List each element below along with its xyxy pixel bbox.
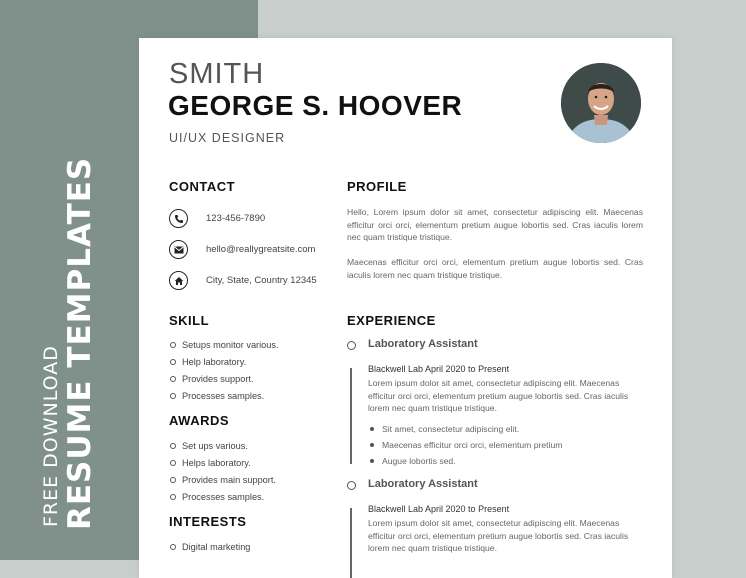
ring-bullet-icon	[170, 443, 176, 449]
skill-item: Processes samples.	[182, 391, 265, 401]
experience-title: EXPERIENCE	[347, 313, 436, 328]
timeline-dot-icon	[347, 341, 356, 350]
list-item	[169, 373, 279, 390]
dot-bullet-icon	[370, 459, 374, 463]
experience-entry-desc: Lorem ipsum dolor sit amet, consectetur adipiscing elit. Maecenas efficitur orci orci, elementum pretium augue lobortis sed. Cras iaculis lorem nec quam tristique tristique.	[368, 378, 629, 413]
list-item	[169, 474, 276, 491]
skill-item: Setups monitor various.	[182, 340, 279, 350]
experience-entry-desc: Lorem ipsum dolor sit amet, consectetur adipiscing elit. Maecenas efficitur orci orci, elementum pretium augue lobortis sed. Cras iaculis lorem nec quam tristique tristique.	[368, 518, 629, 553]
mail-icon	[169, 240, 188, 259]
timeline-line	[350, 508, 352, 578]
experience-entry-title: Laboratory Assistant	[368, 338, 478, 350]
banner-line-2: RESUME TEMPLATES	[62, 156, 98, 530]
banner-line-1: FREE DOWNLOAD	[40, 345, 62, 527]
vertical-banner	[40, 157, 98, 530]
contact-email-row	[169, 240, 315, 259]
skill-item: Provides support.	[182, 374, 254, 384]
interests-title: INTERESTS	[169, 514, 247, 529]
list-item	[169, 390, 279, 407]
experience-bullet: Augue lobortis sed.	[382, 456, 456, 466]
profile-paragraph-1: Hello, Lorem ipsum dolor sit amet, consectetur adipiscing elit. Maecenas efficitur orci orci, elementum pretium augue lobortis sed. Cras iaculis lorem nec quam tristique tristique.	[347, 207, 643, 242]
person-portrait-icon	[561, 63, 641, 143]
experience-entry-sub: Blackwell Lab April 2020 to Present	[368, 504, 510, 514]
profile-paragraph-2: Maecenas efficitur orci orci, elementum pretium augue lobortis sed. Cras iaculis lorem nec quam tristique tristique.	[347, 257, 643, 280]
resume-page	[139, 38, 672, 578]
phone-icon	[169, 209, 188, 228]
ring-bullet-icon	[170, 494, 176, 500]
job-role: UI/UX DESIGNER	[169, 131, 286, 145]
full-name: GEORGE S. HOOVER	[168, 90, 463, 121]
profile-title: PROFILE	[347, 179, 407, 194]
ring-bullet-icon	[170, 376, 176, 382]
contact-address: City, State, Country 12345	[206, 275, 317, 286]
award-item: Processes samples.	[182, 492, 265, 502]
list-item	[169, 457, 276, 474]
timeline-line	[350, 368, 352, 464]
interest-item: Digital marketing	[182, 542, 251, 552]
contact-title: CONTACT	[169, 179, 236, 194]
experience-entry-sub: Blackwell Lab April 2020 to Present	[368, 364, 510, 374]
contact-phone: 123-456-7890	[206, 213, 266, 224]
awards-title: AWARDS	[169, 413, 230, 428]
award-item: Set ups various.	[182, 441, 248, 451]
profile-photo	[561, 63, 641, 143]
experience-bullet: Sit amet, consectetur adipiscing elit.	[382, 424, 520, 434]
skill-title: SKILL	[169, 313, 210, 328]
experience-entry-title: Laboratory Assistant	[368, 478, 478, 490]
experience-bullet: Maecenas efficitur orci orci, elementum pretium	[382, 440, 563, 450]
list-item	[370, 440, 562, 456]
contact-phone-row	[169, 209, 265, 228]
dot-bullet-icon	[370, 443, 374, 447]
interests-list	[169, 541, 250, 558]
list-item	[169, 491, 276, 508]
skill-list	[169, 339, 279, 407]
list-item	[169, 541, 250, 558]
list-item	[370, 424, 562, 440]
ring-bullet-icon	[170, 359, 176, 365]
ring-bullet-icon	[170, 393, 176, 399]
ring-bullet-icon	[170, 342, 176, 348]
home-icon	[169, 271, 188, 290]
list-item	[169, 440, 276, 457]
award-item: Helps laboratory.	[182, 458, 251, 468]
experience-bullets	[370, 424, 562, 472]
list-item	[169, 339, 279, 356]
ring-bullet-icon	[170, 477, 176, 483]
ring-bullet-icon	[170, 460, 176, 466]
award-item: Provides main support.	[182, 475, 276, 485]
ring-bullet-icon	[170, 544, 176, 550]
contact-email: hello@reallygreatsite.com	[206, 244, 316, 255]
contact-address-row	[169, 271, 317, 290]
list-item	[169, 356, 279, 373]
timeline-dot-icon	[347, 481, 356, 490]
surname: SMITH	[169, 58, 265, 90]
awards-list	[169, 440, 276, 508]
list-item	[370, 456, 562, 472]
skill-item: Help laboratory.	[182, 357, 247, 367]
dot-bullet-icon	[370, 427, 374, 431]
